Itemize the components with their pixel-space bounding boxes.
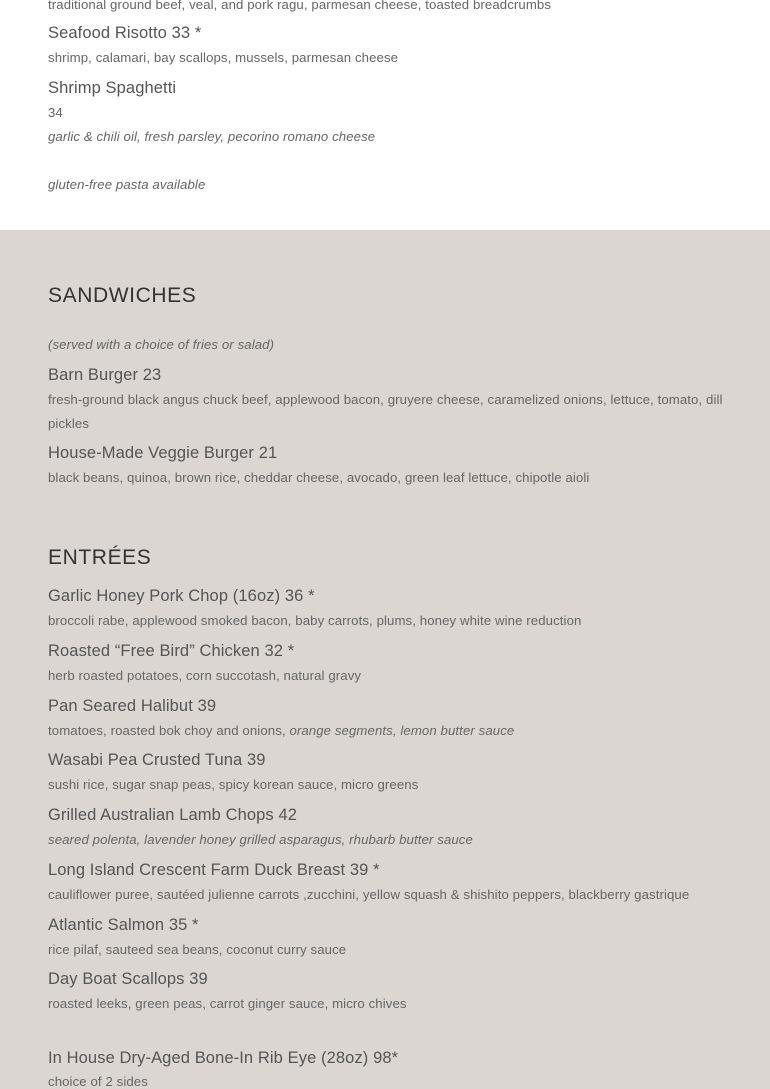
menu-item-desc: herb roasted potatoes, corn succotash, natural gravy <box>48 668 362 683</box>
menu-item-title: House-Made Veggie Burger 21 <box>48 444 278 462</box>
menu-item-title: Wasabi Pea Crusted Tuna 39 <box>48 751 266 769</box>
menu-item-title: Seafood Risotto 33 * <box>48 24 202 42</box>
menu-item-desc: fresh-ground black angus chuck beef, applewood bacon, gruyere cheese, caramelized onions, lettuce, tomato, dill pickles <box>48 392 723 431</box>
pasta-item-desc-partial: traditional ground beef, veal, and pork ragu, parmesan cheese, toasted breadcrumbs <box>48 0 552 12</box>
menu-item-title: Atlantic Salmon 35 * <box>48 916 199 934</box>
menu-item-desc: choice of 2 sides <box>48 1074 148 1089</box>
menu-item-title: Day Boat Scallops 39 <box>48 970 208 988</box>
menu-item-desc: sushi rice, sugar snap peas, spicy korean sauce, micro greens <box>48 777 419 792</box>
menu-item-title: Garlic Honey Pork Chop (16oz) 36 * <box>48 587 315 605</box>
menu-item-desc: cauliflower puree, sautéed julienne carrots ,zucchini, yellow squash & shishito peppers, blackberry gastrique <box>48 887 690 902</box>
menu-item-title: Roasted “Free Bird” Chicken 32 * <box>48 642 295 660</box>
entrees-heading: ENTRÉES <box>48 546 152 569</box>
menu-item-title: Pan Seared Halibut 39 <box>48 697 217 715</box>
pasta-section <box>0 0 770 230</box>
sandwiches-note: (served with a choice of fries or salad) <box>48 337 275 352</box>
menu-item-desc <box>48 723 514 738</box>
menu-item-desc: garlic & chili oil, fresh parsley, pecorino romano cheese <box>48 129 376 144</box>
menu-item-desc: seared polenta, lavender honey grilled asparagus, rhubarb butter sauce <box>48 832 473 847</box>
menu-item-desc-regular: tomatoes, roasted bok choy and onions, <box>48 723 286 738</box>
menu-item-title: Shrimp Spaghetti <box>48 79 177 97</box>
menu-item-desc: rice pilaf, sauteed sea beans, coconut curry sauce <box>48 942 347 957</box>
menu-item-desc: shrimp, calamari, bay scallops, mussels, parmesan cheese <box>48 50 399 65</box>
menu-item-desc: black beans, quinoa, brown rice, cheddar cheese, avocado, green leaf lettuce, chipotle aioli <box>48 470 590 485</box>
menu-item-desc: broccoli rabe, applewood smoked bacon, baby carrots, plums, honey white wine reduction <box>48 613 582 628</box>
menu-item-title: Barn Burger 23 <box>48 366 162 384</box>
menu-item-desc: roasted leeks, green peas, carrot ginger sauce, micro chives <box>48 996 407 1011</box>
menu-item-title: In House Dry-Aged Bone-In Rib Eye (28oz) 98* <box>48 1049 399 1067</box>
menu-item-title: Grilled Australian Lamb Chops 42 <box>48 806 297 824</box>
pasta-note: gluten-free pasta available <box>48 177 206 192</box>
menu-item-desc-italic: orange segments, lemon butter sauce <box>289 723 515 738</box>
menu-item-price: 34 <box>48 105 63 120</box>
sandwiches-heading: SANDWICHES <box>48 284 197 307</box>
menu-item-title: Long Island Crescent Farm Duck Breast 39 * <box>48 861 380 879</box>
